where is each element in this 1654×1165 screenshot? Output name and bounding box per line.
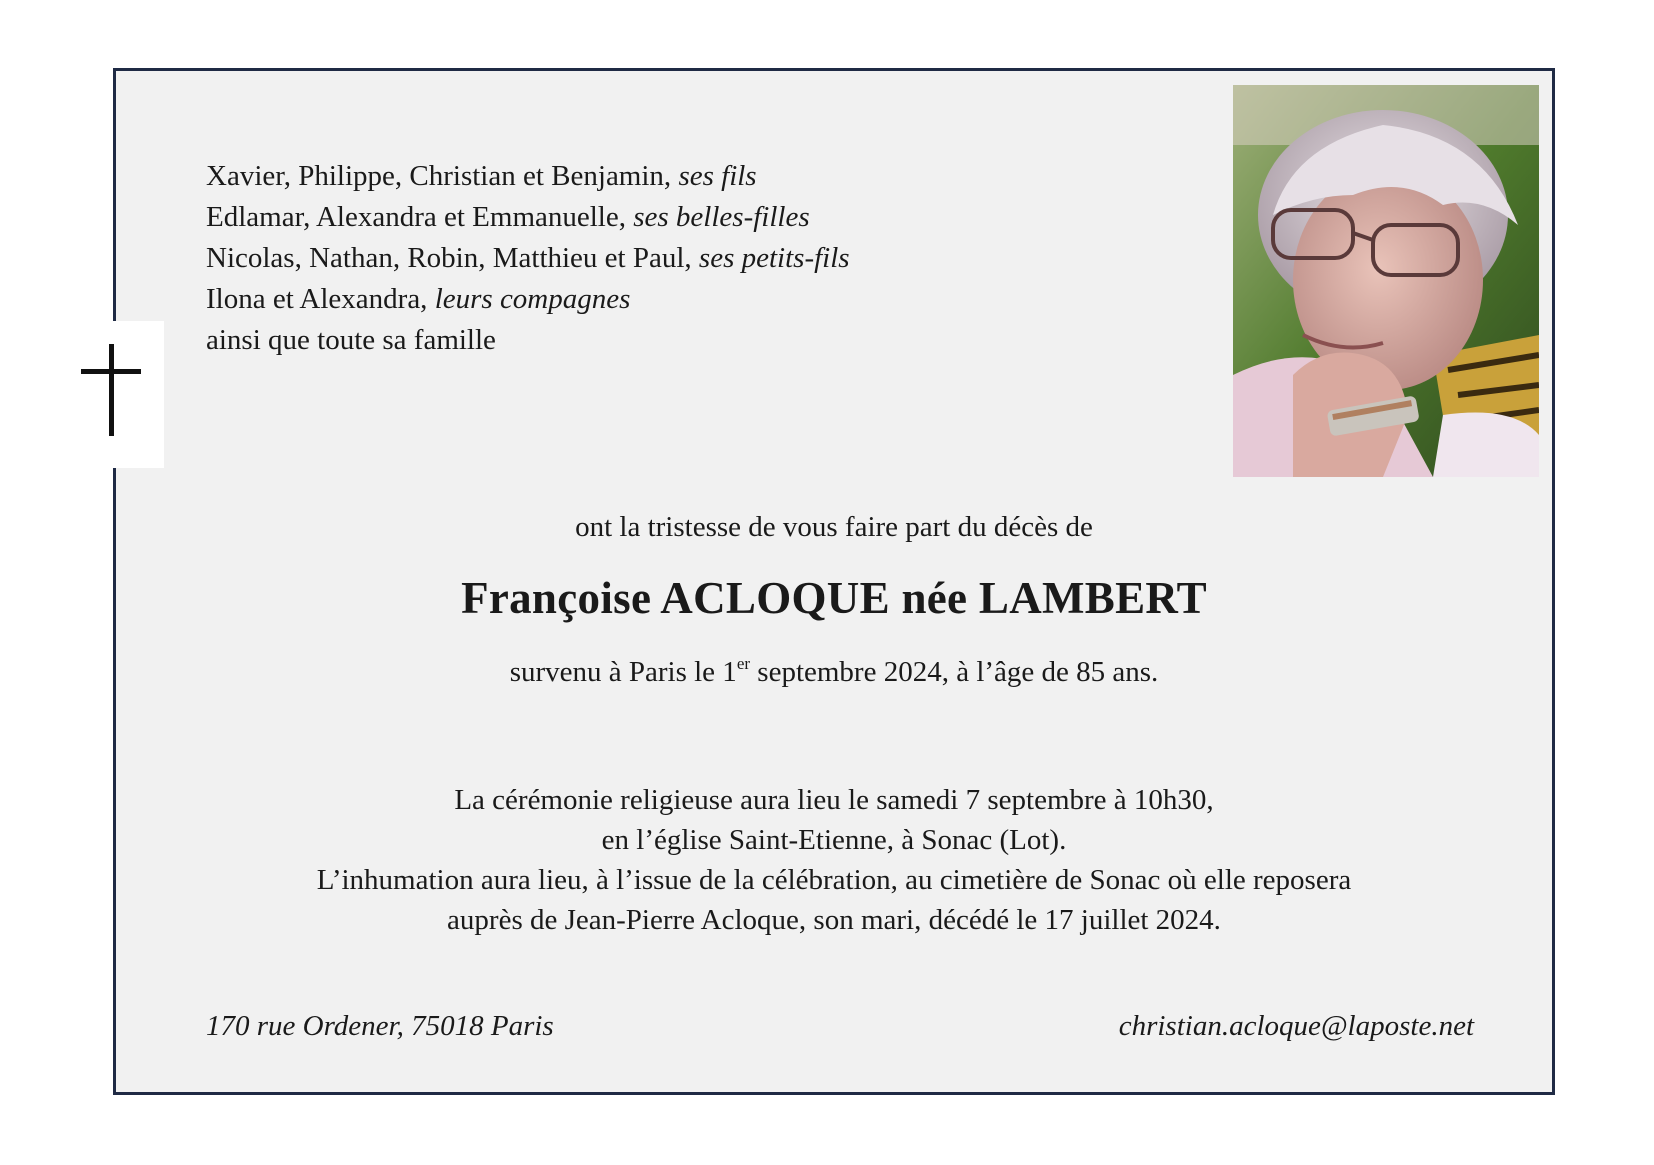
ceremony-line: en l’église Saint-Etienne, à Sonac (Lot).: [601, 824, 1067, 856]
family-line: Ilona et Alexandra, leurs compagnes: [206, 283, 631, 315]
deceased-name: Françoise ACLOQUE née LAMBERT: [461, 573, 1207, 623]
footer-address: 170 rue Ordener, 75018 Paris: [206, 1010, 554, 1042]
family-line: Nicolas, Nathan, Robin, Matthieu et Paul, ses petits-fils: [206, 242, 850, 274]
family-line: ainsi que toute sa famille: [206, 324, 496, 356]
family-list: [206, 156, 850, 361]
ceremony-details: [113, 780, 1555, 940]
death-date: survenu à Paris le 1er septembre 2024, à l’âge de 85 ans.: [509, 654, 1159, 688]
ceremony-line: La cérémonie religieuse aura lieu le samedi 7 septembre à 10h30,: [454, 784, 1214, 816]
ceremony-line: auprès de Jean-Pierre Acloque, son mari, décédé le 17 juillet 2024.: [447, 904, 1221, 936]
family-line: Edlamar, Alexandra et Emmanuelle, ses belles-filles: [206, 201, 810, 233]
ceremony-line: L’inhumation aura lieu, à l’issue de la célébration, au cimetière de Sonac où elle reposera: [316, 864, 1352, 896]
family-line: Xavier, Philippe, Christian et Benjamin, ses fils: [206, 160, 757, 192]
announcement-intro: ont la tristesse de vous faire part du décès de: [575, 511, 1093, 543]
cross-tab: [60, 321, 164, 468]
footer-email: christian.acloque@laposte.net: [1118, 1010, 1474, 1042]
portrait-photo: [1233, 85, 1539, 477]
